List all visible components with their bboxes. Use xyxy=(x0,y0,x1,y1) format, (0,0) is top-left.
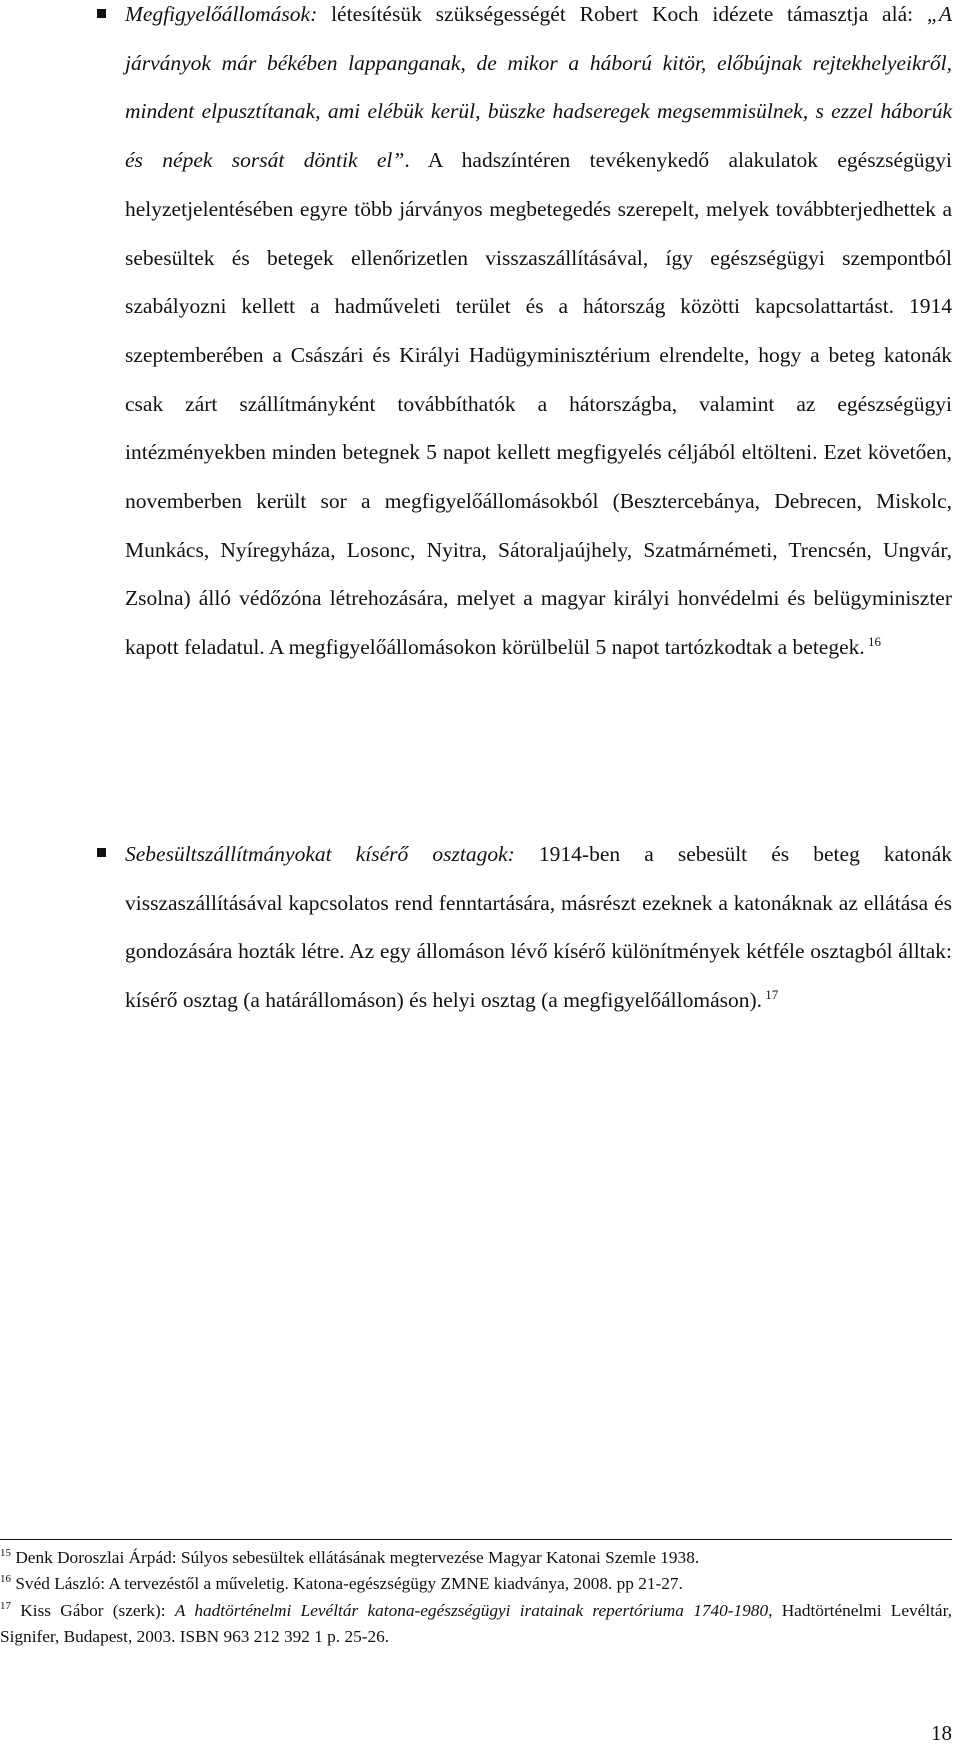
item-text: . A hadszíntéren tevékenykedő alakulatok egészségügyi helyzetjelentésében egyre több járványos megbetegedés szerepelt, melyek továbbterjedhettek a sebesültek és betegek ellenőrizetlen visszaszállításával, így egészségügyi szempontból szabályozni kellett a hadműveleti terület és a hátország közötti kapcsolattartást. 1914 szeptemberében a Császári és Királyi Hadügyminisztérium elrendelte, hogy a beteg katonák csak zárt szállítmányként továbbíthatók a hátországba, valamint az egészségügyi intézményekben minden betegnek 5 napot kellett megfigyelés céljából eltölteni. Ezet követően, novemberben került sor a megfigyelőállomásokból (Besztercebánya, Debrecen, Miskolc, Munkács, Nyíregyháza, Losonc, Nyitra, Sátoraljaújhely, Szatmárnémeti, Trencsén, Ungvár, Zsolna) álló védőzóna létrehozására, melyet a magyar királyi honvédelmi és belügyminiszter kapott feladatul. A megfigyelőállomásokon körülbelül 5 napot tartózkodtak a betegek. xyxy=(125,148,953,660)
footnote-reference[interactable]: 17 xyxy=(762,986,779,1002)
item-text: 1914-ben a sebesült és beteg katonák visszaszállításával kapcsolatos rend fenntartására, másrészt ezeknek a katonáknak az ellátása és gondozására hozták létre. Az egy állomáson lévő kísérő különítmények kétféle osztagból álltak: kísérő osztag (a határállomáson) és helyi osztag (a megfigyelőállomáson). xyxy=(125,842,952,1013)
footnote-title: A hadtörténelmi Levéltár katona-egészségügyi iratainak repertóriuma 1740-1980, xyxy=(174,1600,773,1620)
footnote-separator xyxy=(0,1539,952,1540)
footnote-15 xyxy=(0,1545,952,1571)
item-text: létesítésük szükségességét Robert Koch idézete támasztja alá: xyxy=(317,2,927,26)
footnotes xyxy=(0,1545,952,1651)
item-title: Sebesültszállítmányokat kísérő osztagok: xyxy=(125,842,515,866)
koch-quote: „A járványok már békében lappanganak, de mikor a háború kitör, előbújnak rejtekhelyeikről, mindent elpusztítanak, ami elébük kerül, büszke hadseregek megsemmisülnek, s ezzel háborúk és népek sorsát döntik el” xyxy=(125,2,952,173)
footnote-16 xyxy=(0,1571,952,1597)
bullet-square-icon xyxy=(97,848,106,857)
footnote-text: Denk Doroszlai Árpád: Súlyos sebesültek ellátásának megtervezése Magyar Katonai Szemle 1938. xyxy=(11,1548,700,1567)
bullet-square-icon xyxy=(97,9,106,18)
page-number: 18 xyxy=(931,1721,952,1745)
item-title: Megfigyelőállomások: xyxy=(125,2,318,26)
footnote-text: Svéd László: A tervezéstől a műveletig. Katona-egészségügy ZMNE kiadványa, 2008. pp 21-27. xyxy=(11,1574,683,1594)
footnote-reference[interactable]: 16 xyxy=(864,633,882,649)
list-item-kisero-osztagok xyxy=(125,830,952,1025)
footnote-number: 17 xyxy=(0,1600,11,1613)
footnote-number: 15 xyxy=(0,1547,11,1560)
list-item-megfigyeloallomasok xyxy=(125,0,952,672)
footnote-text: Kiss Gábor (szerk): xyxy=(11,1600,175,1620)
footnote-17 xyxy=(0,1598,952,1651)
footnote-number: 16 xyxy=(0,1573,11,1586)
footnote-text: Hadtörténelmi Levéltár, Signifer, Budapest, 2003. ISBN 963 212 392 1 p. 25-26. xyxy=(0,1600,952,1647)
